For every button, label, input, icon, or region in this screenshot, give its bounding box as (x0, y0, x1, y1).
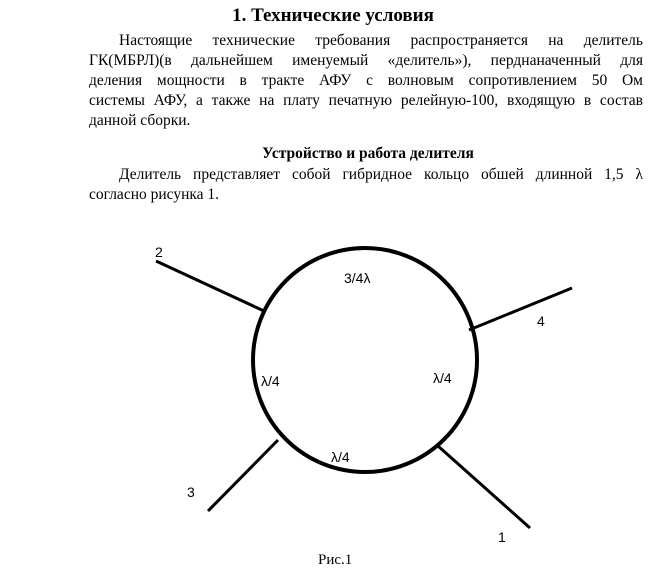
arc-label-left: λ/4 (261, 373, 280, 389)
intro-line-2: ГК(МБРЛ)(в дальнейшем именуемый «делитель»), перднаначенный для (89, 52, 643, 69)
figure-caption: Рис.1 (318, 552, 353, 568)
port-label-4: 4 (537, 313, 545, 329)
port-label-3: 3 (187, 484, 195, 500)
arc-label-right: λ/4 (433, 370, 452, 386)
section-title: 1. Технические условия (232, 5, 434, 26)
port-3-line (208, 440, 278, 511)
port-label-2: 2 (155, 244, 163, 260)
intro-line-4: системы АФУ, а также на плату печатную релейную-100, входящую в состав (89, 92, 643, 109)
subsection-title: Устройство и работа делителя (262, 145, 474, 162)
intro-line-3: деления мощности в тракте АФУ с волновым сопротивлением 50 Ом (89, 72, 643, 89)
arc-label-top: 3/4λ (344, 270, 371, 286)
port-4-line (469, 288, 572, 330)
description-line-1: Делитель представляет собой гибридное кольцо обшей длинной 1,5 λ (119, 166, 643, 183)
description-line-2: согласно рисунка 1. (89, 186, 220, 203)
intro-line-5: данной сборки. (89, 112, 191, 129)
arc-label-bottom: λ/4 (331, 449, 350, 465)
port-2-line (156, 261, 264, 311)
port-label-1: 1 (498, 529, 506, 545)
intro-line-1: Настоящие технические требования распространяется на делитель (119, 32, 643, 49)
port-1-line (438, 446, 530, 528)
